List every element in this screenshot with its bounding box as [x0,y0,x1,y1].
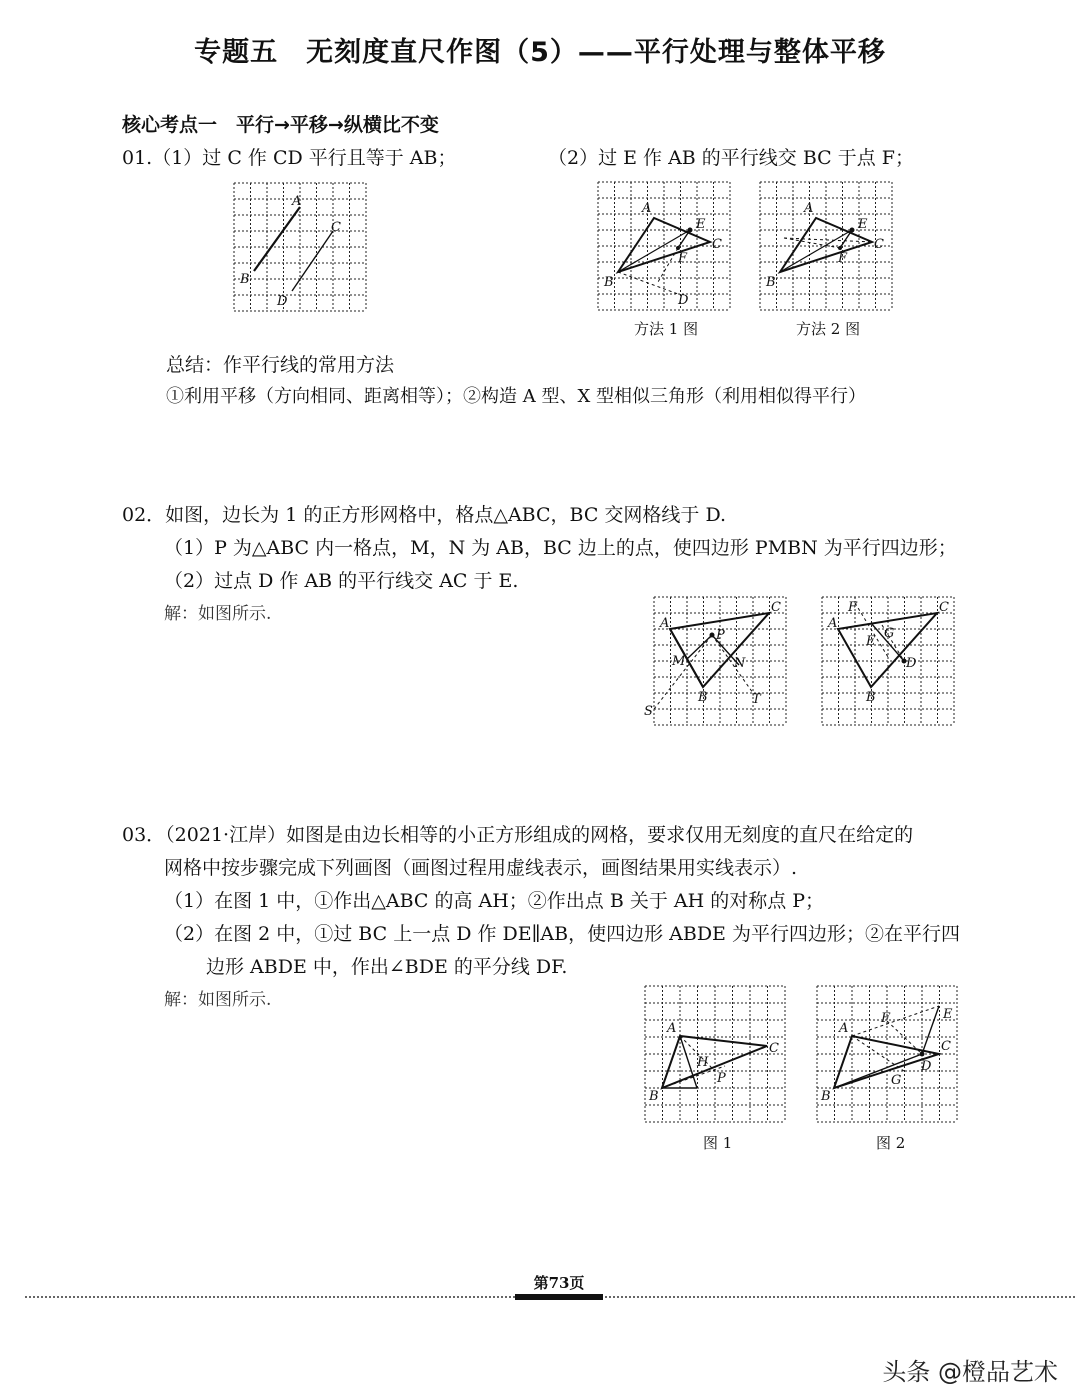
q01-caption-2: 方法 2 图 [796,320,861,338]
q02-figure-2 [822,597,954,725]
label-H: H [697,1055,709,1070]
label-G: G [891,1073,902,1088]
label-F: F [838,251,848,266]
footer-bar [515,1294,603,1300]
label-C: C [712,237,722,252]
label-C: C [771,600,781,615]
label-D: D [906,656,917,671]
q03-solution: 解：如图所示. [164,990,272,1010]
q01-part1: 01.（1）过 C 作 CD 平行且等于 AB； [122,147,457,169]
q02-part1: （1）P 为△ABC 内一格点，M，N 为 AB，BC 边上的点，使四边形 PMBN 为平行四边形； [164,537,957,559]
label-A: A [828,616,838,631]
label-F: F [881,1011,891,1026]
label-A: A [804,201,814,216]
q01-figure-1 [234,183,366,311]
summary-body: ①利用平移（方向相同、距离相等）；②构造 A 型、X 型相似三角形（利用相似得平行） [166,386,866,407]
watermark-brand: 头条 @橙品艺术 [882,1358,1058,1386]
page-title: 专题五 无刻度直尺作图（5）——平行处理与整体平移 [194,37,886,68]
label-C: C [874,237,884,252]
label-C: C [331,220,341,235]
label-A: A [642,201,652,216]
label-E: E [858,217,868,232]
label-E: E [696,217,706,232]
label-A: A [667,1021,677,1036]
label-S: S [644,704,653,719]
label-C: C [769,1041,779,1056]
label-E: E [866,634,876,649]
label-D: D [277,294,288,309]
section-heading: 核心考点一 平行→平移→纵横比不变 [122,114,439,136]
label-C: C [939,600,949,615]
q02-part2: （2）过点 D 作 AB 的平行线交 AC 于 E. [164,570,519,592]
label-F: F [678,251,688,266]
label-B: B [240,272,250,287]
q02-solution: 解：如图所示. [164,604,272,624]
label-A: A [839,1021,849,1036]
q03-part2-line1: （2）在图 2 中，①过 BC 上一点 D 作 DE∥AB，使四边形 ABDE 为平行四边形；②在平行四 [164,923,960,945]
q03-figure-2 [817,986,957,1122]
q03-caption-2: 图 2 [876,1134,906,1152]
label-B: B [821,1089,831,1104]
label-D: D [678,293,689,308]
q03-part1: （1）在图 1 中，①作出△ABC 的高 AH；②作出点 B 关于 AH 的对称点 P； [164,890,825,912]
summary-heading: 总结：作平行线的常用方法 [166,354,395,376]
q03-figure-1 [645,986,785,1122]
label-P: P [717,1071,726,1086]
label-P: P [716,628,725,643]
label-G: G [884,626,895,641]
q02-stem: 02．如图，边长为 1 的正方形网格中，格点△ABC，BC 交网格线于 D. [122,504,727,526]
page-number: 第73页 [533,1274,585,1292]
label-N: N [734,656,746,671]
q03-stem-line1: 03．（2021·江岸）如图是由边长相等的小正方形组成的网格，要求仅用无刻度的直尺在给定的 [122,824,914,846]
q01-figure-method1 [598,182,730,310]
label-B: B [604,275,614,290]
label-B: B [698,690,708,705]
label-B: B [866,690,876,705]
q03-caption-1: 图 1 [703,1134,733,1152]
label-E: E [943,1007,953,1022]
label-C: C [941,1039,951,1054]
q01-caption-1: 方法 1 图 [634,320,699,338]
label-M: M [672,654,686,669]
label-B: B [649,1089,659,1104]
label-A: A [660,616,670,631]
label-D: D [921,1059,932,1074]
label-B: B [766,275,776,290]
label-T: T [752,692,761,707]
q01-figure-method2 [760,182,892,310]
q02-figure-1 [644,597,786,725]
q03-stem-line2: 网格中按步骤完成下列画图（画图过程用虚线表示，画图结果用实线表示）. [164,857,798,879]
q03-part2-line2: 边形 ABDE 中，作出∠BDE 的平分线 DF. [206,956,568,978]
label-F: F [848,600,858,615]
label-A: A [292,194,302,209]
q01-part2: （2）过 E 作 AB 的平行线交 BC 于点 F； [548,147,914,169]
